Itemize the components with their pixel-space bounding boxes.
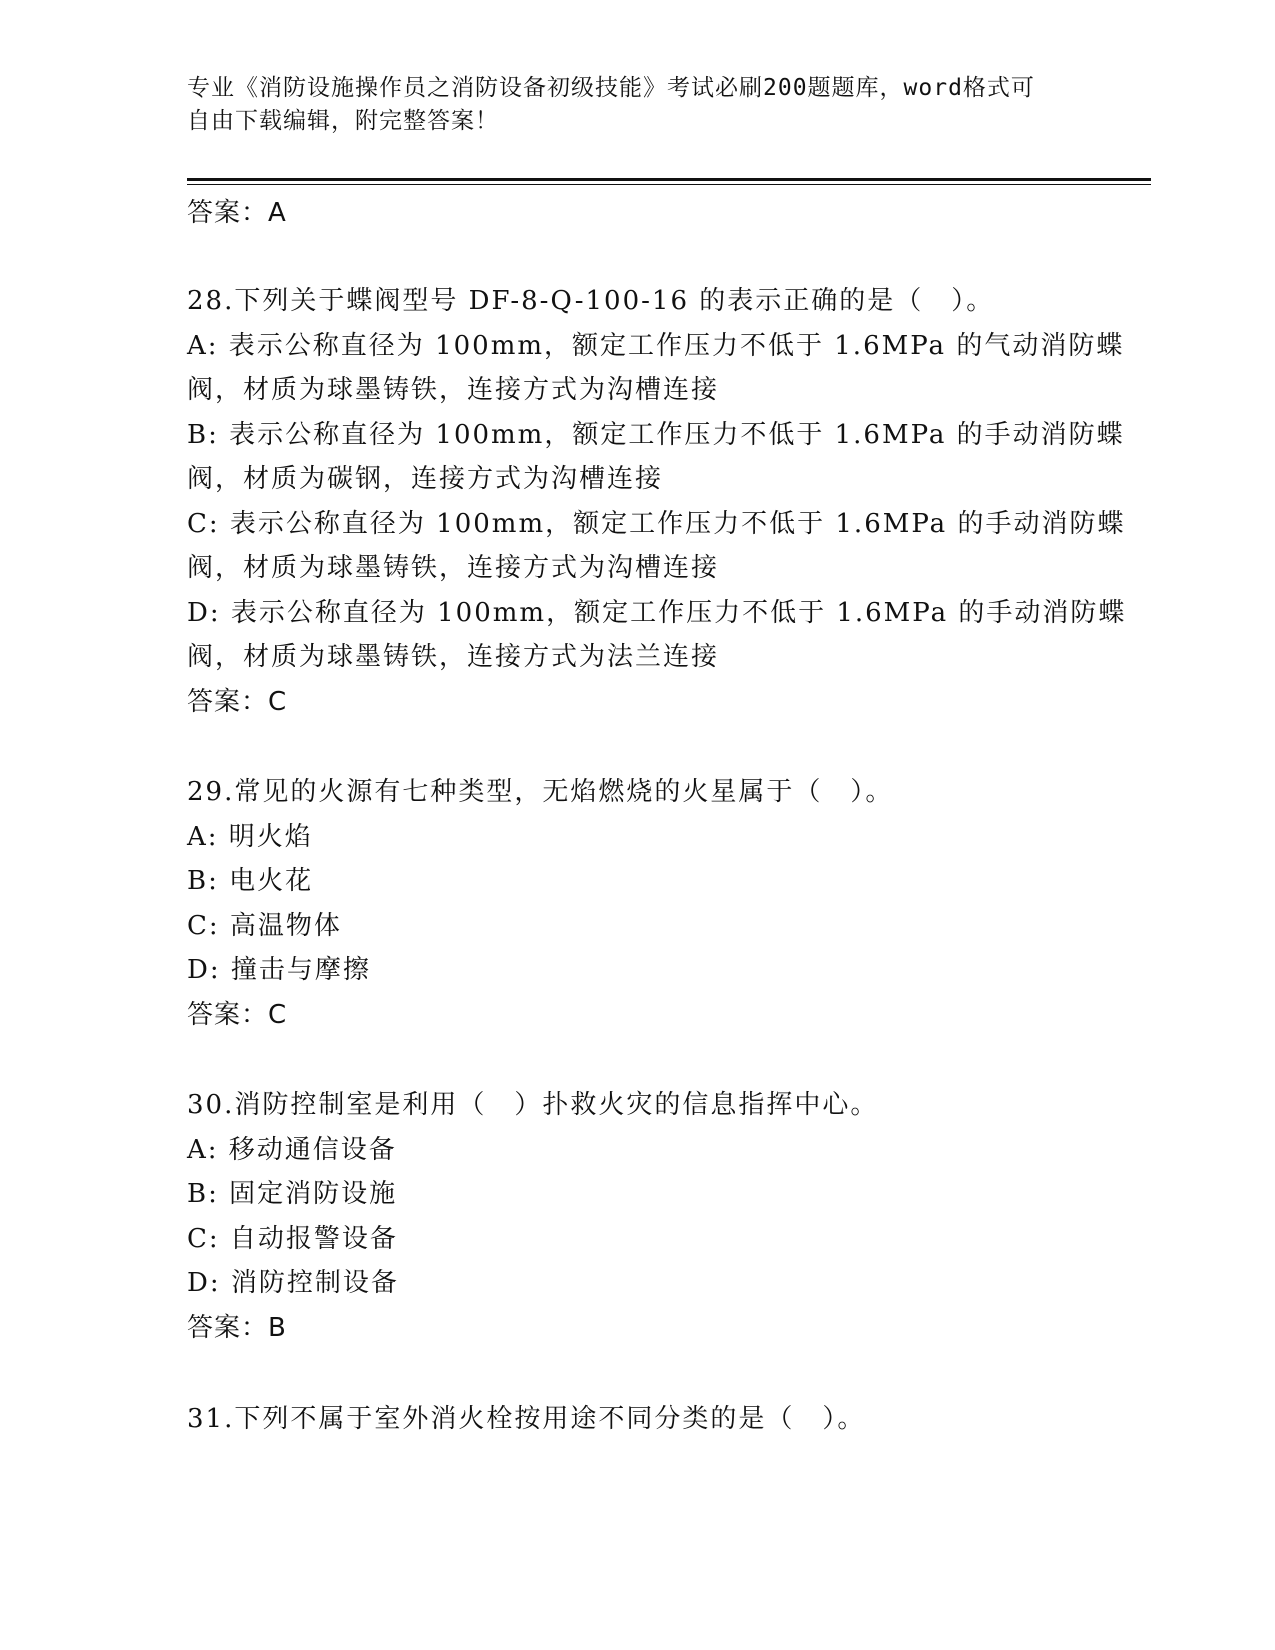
question-29-option-d: D: 撞击与摩擦	[187, 955, 371, 985]
question-28-option-a-line1: A: 表示公称直径为 100mm，额定工作压力不低于 1.6MPa 的气动消防蝶	[187, 331, 1125, 361]
question-30-option-d: D: 消防控制设备	[187, 1268, 399, 1298]
question-28-option-c-line2: 阀，材质为球墨铸铁，连接方式为沟槽连接	[187, 553, 720, 583]
question-30-option-b: B: 固定消防设施	[187, 1179, 398, 1209]
header-line-1: 专业《消防设施操作员之消防设备初级技能》考试必刷200题题库，word格式可	[187, 75, 1035, 101]
question-28-option-d-line2: 阀，材质为球墨铸铁，连接方式为法兰连接	[187, 642, 720, 672]
header-divider-thin	[187, 184, 1151, 185]
question-29-option-a: A: 明火焰	[187, 822, 313, 852]
header-line-2: 自由下载编辑，附完整答案！	[187, 108, 499, 134]
question-28-option-a-line2: 阀，材质为球墨铸铁，连接方式为沟槽连接	[187, 375, 720, 405]
question-30-option-a: A: 移动通信设备	[187, 1135, 397, 1165]
question-29-option-c: C: 高温物体	[187, 911, 342, 941]
question-28-option-d-line1: D: 表示公称直径为 100mm，额定工作压力不低于 1.6MPa 的手动消防蝶	[187, 598, 1127, 628]
question-30-option-c: C: 自动报警设备	[187, 1224, 398, 1254]
question-29-option-b: B: 电火花	[187, 866, 314, 896]
answer-30: 答案：B	[187, 1313, 287, 1343]
answer-27: 答案：A	[187, 198, 287, 228]
question-28-option-b-line2: 阀，材质为碳钢，连接方式为沟槽连接	[187, 464, 664, 494]
question-28-stem: 28.下列关于蝶阀型号 DF-8-Q-100-16 的表示正确的是（ ）。	[187, 286, 995, 316]
header-divider-thick	[187, 178, 1151, 181]
question-30-stem: 30.消防控制室是利用（ ）扑救火灾的信息指挥中心。	[187, 1090, 879, 1120]
question-28-option-c-line1: C: 表示公称直径为 100mm，额定工作压力不低于 1.6MPa 的手动消防蝶	[187, 509, 1126, 539]
answer-28: 答案：C	[187, 687, 288, 717]
question-28-option-b-line1: B: 表示公称直径为 100mm，额定工作压力不低于 1.6MPa 的手动消防蝶	[187, 420, 1125, 450]
question-29-stem: 29.常见的火源有七种类型，无焰燃烧的火星属于（ ）。	[187, 777, 894, 807]
document-header	[187, 72, 1087, 138]
question-31-stem: 31.下列不属于室外消火栓按用途不同分类的是（ ）。	[187, 1404, 866, 1434]
answer-29: 答案：C	[187, 1000, 288, 1030]
